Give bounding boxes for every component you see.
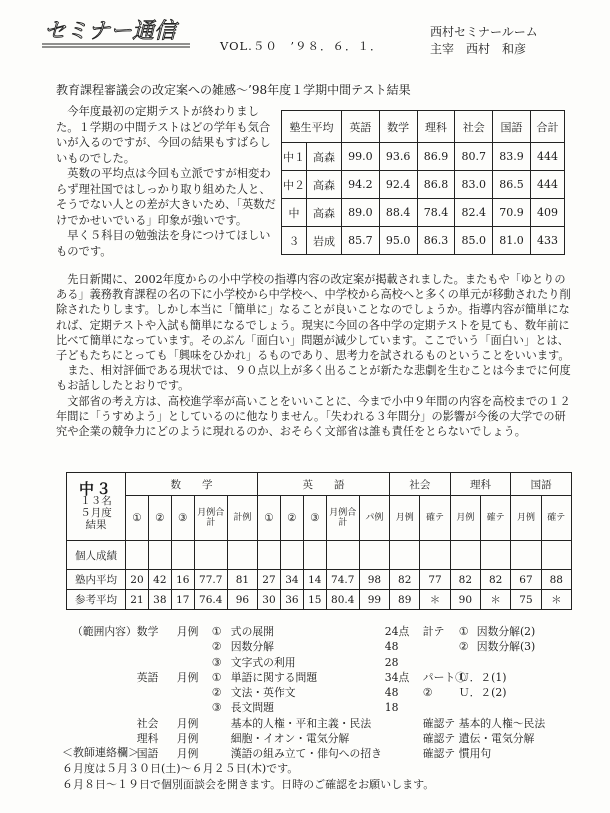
range-cell: 理科 xyxy=(136,732,159,746)
intro-paragraph: 早く５科目の勉強法を身につけてほしいものです。 xyxy=(56,229,271,258)
summary-cell: 86.3 xyxy=(417,227,455,255)
score-cell xyxy=(541,541,571,570)
range-cell: Ｕ．２(2) xyxy=(458,686,507,700)
score-cell xyxy=(126,541,149,570)
contact-line: ６月度は５月３０日(土)～６月２５日(木)です。 xyxy=(62,762,299,775)
summary-grade: ３ xyxy=(282,227,307,255)
subject-header-science: 理科 xyxy=(450,473,511,496)
summary-cell: 85.0 xyxy=(455,227,493,255)
range-cell: ① xyxy=(211,625,222,638)
summary-cell: 83.0 xyxy=(455,171,493,199)
subheader-cell: ② xyxy=(280,496,303,541)
intro-paragraph: 今年度最初の定期テストが終わりました。１学期の中間テストはどの学年も気合いが入るのですが、今回の結果もすばらしいものでした。 xyxy=(56,105,271,165)
article-body xyxy=(56,272,572,439)
subheader-cell: ① xyxy=(258,496,281,541)
summary-grade: 中２ xyxy=(282,171,307,199)
summary-cell: 95.0 xyxy=(379,227,417,255)
summary-header-cell: 塾生平均 xyxy=(282,111,342,143)
score-cell xyxy=(280,541,303,570)
score-cell: 34 xyxy=(280,570,303,590)
score-cell xyxy=(450,541,480,570)
row-label: 参考平均 xyxy=(67,590,126,610)
contact-heading: ＜教師連絡欄＞ xyxy=(62,746,139,759)
range-cell: 因数分解(3) xyxy=(476,640,536,654)
range-cell: 確認テ xyxy=(422,747,456,761)
range-cell: パート① xyxy=(422,670,466,684)
score-cell: 67 xyxy=(511,570,541,590)
range-cell: ③ xyxy=(211,701,222,715)
summary-school: 高森 xyxy=(307,171,342,199)
org-name: 西村セミナールーム xyxy=(430,25,538,39)
summary-school: 高森 xyxy=(307,143,342,171)
subheader-cell: ③ xyxy=(303,496,326,541)
summary-header-cell: 理科 xyxy=(417,111,455,143)
subject-header-japanese: 国語 xyxy=(511,473,572,496)
range-cell: 慣用句 xyxy=(458,747,492,761)
summary-cell: 92.4 xyxy=(379,171,417,199)
results-corner xyxy=(67,473,126,541)
score-cell: 98 xyxy=(359,570,389,590)
summary-cell: 81.0 xyxy=(493,227,531,255)
volume-date: VOL.５０ ’９８．６．１． xyxy=(220,39,383,53)
range-cell: 社会 xyxy=(136,716,159,730)
range-cell: 28 xyxy=(384,655,399,669)
range-cell: 因数分解 xyxy=(230,640,274,654)
results-row-reference-avg xyxy=(67,590,572,610)
subheader-cell: 月例 xyxy=(390,496,420,541)
score-cell: 21 xyxy=(126,590,149,610)
subheader-cell: 月例 xyxy=(450,496,480,541)
range-cell: ② xyxy=(211,686,222,700)
article-paragraph: 先日新聞に、2002年度からの小中学校の指導内容の改定案が掲載されました。またもや「ゆとりのある」義務教育課程の名の下に小学校から中学校へ、中学校から高校へと多くの単元が移動されたり削除されたりします。しかし本当に「簡単に」なることが良いことなのでしょうか。指導内容が簡単になれば、定期テストや入試も簡単になるでしょう。現実に今回の各中学の定期テストを見ても、数年前に比べて簡単になっています。そのぶん「面白い」問題が減少しています。ここでいう「面白い」とは、子どもたちにとっても「興味をひかれ」るものであり、思考力を試されるものということをいいます。 xyxy=(56,273,571,363)
score-cell: 76.4 xyxy=(194,590,227,610)
article-paragraph: 文部省の考え方は、高校進学率が高いことをいいことに、今まで小中９年間の内容を高校までの１２年間に「うすめよう」としているのに他なりません。「失われる３年間分」の影響が今後の大学での研究や企業の競争力にどのように現れるのか、おそらく文部省は誰も責任をとらないでしょう。 xyxy=(56,394,571,439)
summary-cell: 93.6 xyxy=(379,143,417,171)
range-cell: 確認テ xyxy=(422,732,456,746)
subheader-cell: 確テ xyxy=(420,496,450,541)
summary-header-cell: 社会 xyxy=(455,111,493,143)
score-cell: 89 xyxy=(390,590,420,610)
row-label: 個人成績 xyxy=(67,541,126,570)
summary-cell: 444 xyxy=(530,171,564,199)
range-cell: 長文問題 xyxy=(230,701,274,715)
summary-row xyxy=(282,171,565,199)
score-cell: 36 xyxy=(280,590,303,610)
score-cell xyxy=(359,541,389,570)
results-row-individual xyxy=(67,541,572,570)
score-cell: ＊ xyxy=(481,590,511,610)
range-cell: 34点 xyxy=(384,670,410,684)
headline: 教育課程審議会の改定案への雑感～’98年度１学期中間テスト結果 xyxy=(56,83,411,97)
newsletter-logo xyxy=(40,14,196,48)
summary-cell: 78.4 xyxy=(417,199,455,227)
results-period: ５月度 xyxy=(80,506,112,519)
score-cell xyxy=(326,541,359,570)
range-cell: 48 xyxy=(384,640,399,654)
subheader-cell: ③ xyxy=(171,496,194,541)
range-cell: Ｕ．２(1) xyxy=(458,670,507,684)
score-cell: ＊ xyxy=(420,590,450,610)
subheader-cell: 計例 xyxy=(227,496,257,541)
range-cell: 英語 xyxy=(136,670,159,684)
summary-header-cell: 国語 xyxy=(493,111,531,143)
range-cell: 基本的人権～民法 xyxy=(458,716,546,730)
summary-cell: 86.9 xyxy=(417,143,455,171)
summary-row xyxy=(282,227,565,255)
score-cell: 14 xyxy=(303,570,326,590)
score-cell xyxy=(390,541,420,570)
range-cell: 月例 xyxy=(176,716,199,730)
range-cell: 月例 xyxy=(176,625,199,638)
summary-cell: 409 xyxy=(530,199,564,227)
score-cell: 17 xyxy=(171,590,194,610)
range-cell: ③ xyxy=(211,655,222,669)
score-cell xyxy=(148,541,171,570)
score-cell: 90 xyxy=(450,590,480,610)
score-cell: 38 xyxy=(148,590,171,610)
score-cell: 82 xyxy=(390,570,420,590)
range-cell: 数学 xyxy=(136,625,159,638)
summary-cell: 86.8 xyxy=(417,171,455,199)
summary-cell: 83.9 xyxy=(493,143,531,171)
summary-cell: 82.4 xyxy=(455,199,493,227)
range-cell: 18 xyxy=(384,701,399,715)
subject-header-math: 数 学 xyxy=(126,473,258,496)
score-cell: 75 xyxy=(511,590,541,610)
score-cell xyxy=(420,541,450,570)
summary-cell: 99.0 xyxy=(342,143,380,171)
range-cell: 月例 xyxy=(176,670,199,684)
score-cell xyxy=(258,541,281,570)
results-grade: 中３ xyxy=(78,479,113,498)
summary-school: 岩成 xyxy=(307,227,342,255)
range-cell: 確認テ xyxy=(422,716,456,730)
subject-header-social: 社会 xyxy=(390,473,451,496)
score-cell: 80.4 xyxy=(326,590,359,610)
intro-paragraph: 英数の平均点は今回も立派ですが相変わらず理社国ではしっかり取り組めた人と、そうでない人との差が大きいため、「英数だけでかせいでいる」印象が強いです。 xyxy=(56,167,276,227)
range-cell: 文字式の利用 xyxy=(230,655,296,669)
score-cell: 82 xyxy=(481,570,511,590)
score-cell: 88 xyxy=(541,570,571,590)
subheader-cell: 月例 xyxy=(511,496,541,541)
summary-cell: 70.9 xyxy=(493,199,531,227)
score-cell: ＊ xyxy=(541,590,571,610)
score-cell: 16 xyxy=(171,570,194,590)
range-cell: 月例 xyxy=(176,732,199,746)
range-cell: 月例 xyxy=(176,747,199,761)
intro-text xyxy=(56,104,276,259)
range-cell: 遺伝・電気分解 xyxy=(458,732,535,746)
score-cell: 77.7 xyxy=(194,570,227,590)
subheader-cell: 確テ xyxy=(481,496,511,541)
score-cell: 74.7 xyxy=(326,570,359,590)
results-label: 結果 xyxy=(85,518,107,531)
summary-grade: 中 xyxy=(282,199,307,227)
org-block xyxy=(430,24,538,58)
summary-cell: 86.5 xyxy=(493,171,531,199)
contact-line: ６月８日～１９日で個別面談会を開きます。日時のご確認をお願いします。 xyxy=(62,778,435,791)
logo-title: セミナー通信 xyxy=(44,19,177,44)
score-cell: 27 xyxy=(258,570,281,590)
summary-header-cell: 合計 xyxy=(530,111,564,143)
results-subheader-row xyxy=(67,496,572,541)
subheader-cell: 月例合計 xyxy=(194,496,227,541)
results-subject-row xyxy=(67,473,572,496)
summary-cell: 94.2 xyxy=(342,171,380,199)
score-cell: 99 xyxy=(359,590,389,610)
score-cell: 30 xyxy=(258,590,281,610)
results-row-school-avg xyxy=(67,570,572,590)
teacher-contact xyxy=(62,745,434,793)
score-cell xyxy=(303,541,326,570)
results-table xyxy=(66,472,572,610)
range-cell: 単語に関する問題 xyxy=(230,670,318,684)
score-cell: 96 xyxy=(227,590,257,610)
score-cell xyxy=(194,541,227,570)
score-cell xyxy=(227,541,257,570)
score-cell: 20 xyxy=(126,570,149,590)
score-cell: 15 xyxy=(303,590,326,610)
range-cell: ② xyxy=(422,686,433,700)
summary-table xyxy=(281,110,565,255)
range-cell: 文法・英作文 xyxy=(230,686,296,700)
range-cell: ② xyxy=(211,640,222,654)
summary-row xyxy=(282,199,565,227)
range-cell: 基本的人権・平和主義・民法 xyxy=(230,716,372,730)
range-cell: ① xyxy=(458,625,469,638)
score-cell: 82 xyxy=(450,570,480,590)
summary-cell: 88.4 xyxy=(379,199,417,227)
summary-cell: 433 xyxy=(530,227,564,255)
subheader-cell: ② xyxy=(148,496,171,541)
subject-header-english: 英 語 xyxy=(258,473,390,496)
subheader-cell: ① xyxy=(126,496,149,541)
score-cell xyxy=(171,541,194,570)
range-cell: 国語 xyxy=(136,747,159,761)
score-cell xyxy=(511,541,541,570)
score-cell: 81 xyxy=(227,570,257,590)
subheader-cell: 月例合計 xyxy=(326,496,359,541)
range-cell: 式の展開 xyxy=(230,625,274,638)
article-paragraph: また、相対評価である現状では、９０点以上が多く出ることが新たな悲劇を生むことは今までに何度もお話ししたとおりです。 xyxy=(56,364,571,393)
summary-grade: 中１ xyxy=(282,143,307,171)
owner-name: 主宰 西村 和彦 xyxy=(430,42,527,56)
score-cell: 77 xyxy=(420,570,450,590)
results-count: １３名 xyxy=(80,494,112,507)
score-cell: 42 xyxy=(148,570,171,590)
range-cell: 因数分解(2) xyxy=(476,625,536,638)
summary-header-cell: 数学 xyxy=(379,111,417,143)
range-heading: （範囲内容） xyxy=(72,625,137,638)
score-cell xyxy=(481,541,511,570)
summary-header-cell: 英語 xyxy=(342,111,380,143)
subheader-cell: パ例 xyxy=(359,496,389,541)
summary-cell: 444 xyxy=(530,143,564,171)
summary-row xyxy=(282,143,565,171)
range-cell: 漢語の組み立て・俳句への招き xyxy=(230,747,382,761)
subheader-cell: 確テ xyxy=(541,496,571,541)
range-cell: 細胞・イオン・電気分解 xyxy=(230,732,350,746)
range-cell: 計テ xyxy=(422,625,445,638)
summary-school: 高森 xyxy=(307,199,342,227)
range-cell: ① xyxy=(211,670,222,684)
row-label: 塾内平均 xyxy=(67,570,126,590)
summary-header-row xyxy=(282,111,565,143)
range-cell: ② xyxy=(458,640,469,654)
summary-cell: 80.7 xyxy=(455,143,493,171)
summary-cell: 89.0 xyxy=(342,199,380,227)
range-cell: 24点 xyxy=(384,625,410,638)
summary-cell: 85.7 xyxy=(342,227,380,255)
range-cell: 48 xyxy=(384,686,399,700)
